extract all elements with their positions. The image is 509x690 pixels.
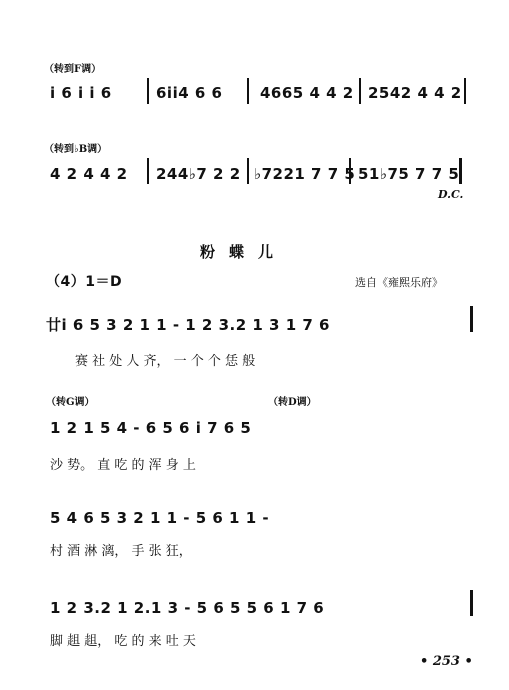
- barline: [464, 78, 466, 104]
- score-line-notes: 1 2 1 5 4 - 6 5 6 i 7 6 5: [50, 419, 252, 437]
- key-change-mark-g: （转G调）: [46, 397, 95, 408]
- measure-notes: 6ii4 6 6: [156, 84, 223, 102]
- repeat-end-barline: [470, 590, 473, 616]
- repeat-end-barline: [459, 158, 462, 184]
- measure-notes: 4665 4 4 2: [260, 84, 354, 102]
- lyric-line: 村 酒 淋 漓， 手 张 狂，: [50, 544, 192, 559]
- measure-notes: ♭7221 7 7 5: [254, 165, 356, 183]
- source-note: 选自《雍熙乐府》: [355, 276, 443, 289]
- barline: [147, 158, 149, 184]
- lyric-line: 沙 势。 直 吃 的 浑 身 上: [50, 458, 196, 473]
- song-title: 粉蝶儿: [200, 243, 288, 261]
- measure-notes: i 6 i i 6: [50, 84, 112, 102]
- score-line-notes: 1 2 3.2 1 2.1 3 - 5 6 5 5 6 1 7 6: [50, 599, 325, 617]
- score-line-notes: 5 4 6 5 3 2 1 1 - 5 6 1 1 -: [50, 509, 270, 527]
- measure-notes: 4 2 4 4 2: [50, 165, 128, 183]
- repeat-end-barline: [470, 306, 473, 332]
- key-change-mark-bflat: （转到♭B调）: [44, 144, 108, 155]
- measure-notes: 2542 4 4 2: [368, 84, 462, 102]
- key-header: （4）1＝D: [46, 274, 123, 290]
- lyric-line: 赛 社 处 人 齐， 一 个 个 恁 般: [75, 354, 256, 369]
- page-number: • 253 •: [420, 654, 473, 669]
- key-change-mark-d: （转D调）: [268, 397, 317, 408]
- da-capo-mark: D.C.: [438, 188, 464, 201]
- measure-notes: 51♭75 7 7 5: [358, 165, 460, 183]
- lyric-line: 脚 趄 趄， 吃 的 来 吐 天: [50, 634, 196, 649]
- score-line-notes: 廿i 6 5 3 2 1 1 - 1 2 3.2 1 3 1 7 6: [46, 316, 330, 334]
- measure-notes: 244♭7 2 2: [156, 165, 241, 183]
- barline: [359, 78, 361, 104]
- key-change-mark-f: （转到F调）: [44, 64, 102, 75]
- barline: [147, 78, 149, 104]
- barline: [247, 158, 249, 184]
- barline: [247, 78, 249, 104]
